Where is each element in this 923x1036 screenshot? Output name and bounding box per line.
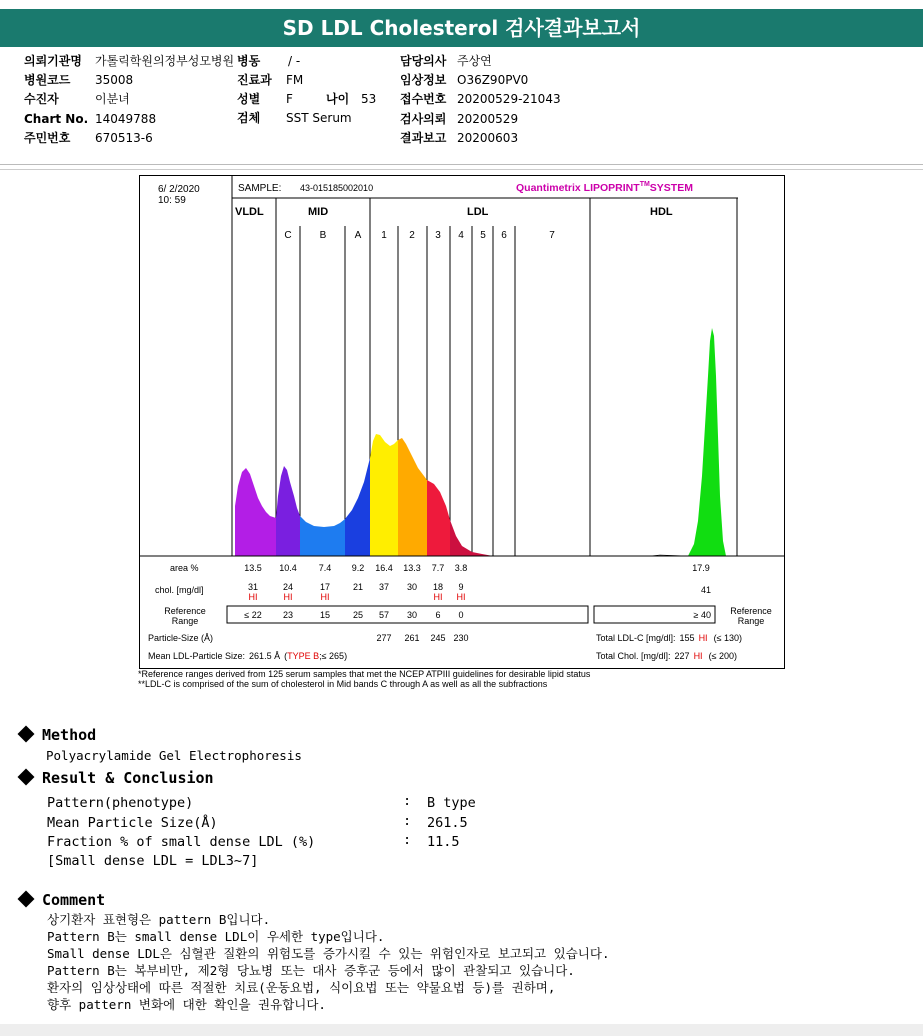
chol-value: 18 xyxy=(432,582,444,592)
area-label: area % xyxy=(170,563,199,573)
ref-range-word2: Range xyxy=(171,616,199,626)
receipt-label: 접수번호 xyxy=(400,92,447,106)
chol-value: 31 xyxy=(247,582,259,592)
band-1: 1 xyxy=(381,230,387,241)
rrn-value: 670513-6 xyxy=(95,131,153,145)
report-date-value: 20200603 xyxy=(457,131,519,145)
result-value-1: B type xyxy=(427,795,476,811)
mid-b-peak xyxy=(300,516,345,556)
band-4: 4 xyxy=(458,230,464,241)
method-text: Polyacrylamide Gel Electrophoresis xyxy=(46,748,302,763)
footnote-2: **LDL-C is comprised of the sum of cholesterol in Mid bands C through A as well as all the subfractions xyxy=(138,679,548,689)
comment-line-3: Small dense LDL은 심혈관 질환의 위험도를 증가시킬 수 있는 위험인자로 보고되고 있습니다. xyxy=(47,946,610,961)
doctor-value: 주상연 xyxy=(457,54,492,68)
particle-size-label: Particle-Size (Å) xyxy=(148,633,214,643)
total-chol-ref: ≤ 200 xyxy=(711,651,735,661)
hdl-ref-value: ≥ 40 xyxy=(693,610,711,620)
area-value: 10.4 xyxy=(279,563,297,573)
total-chol-label: Total Chol. [mg/dl]: xyxy=(596,651,671,661)
dept-label: 진료과 xyxy=(237,73,272,87)
lipoprint-report xyxy=(139,175,785,669)
area-value: 16.4 xyxy=(375,563,393,573)
chol-value: 21 xyxy=(352,582,364,592)
electropherogram xyxy=(235,328,726,556)
band-2: 2 xyxy=(409,230,415,241)
mean-ldl-size: Mean LDL-Particle Size: 261.5 Å (TYPE B;≤ 265) xyxy=(148,651,348,661)
diamond-bullet-icon xyxy=(18,769,35,786)
ref-value: 57 xyxy=(378,610,390,620)
result-colon-3: : xyxy=(403,832,412,848)
ref-value: ≤ 22 xyxy=(244,610,262,620)
particle-size-value: 277 xyxy=(376,633,392,643)
hdl-ref-label xyxy=(730,606,772,626)
institution-label: 의뢰기관명 xyxy=(24,54,82,68)
graph-time: 10: 59 xyxy=(158,195,186,206)
hdl-area: 17.9 xyxy=(692,563,710,573)
method-heading-text: Method xyxy=(42,726,97,744)
particle-size-value: 261 xyxy=(404,633,420,643)
result-colon-1: : xyxy=(403,793,412,809)
area-value: 13.3 xyxy=(403,563,421,573)
comment-line-6: 향후 pattern 변화에 대한 확인을 권유합니다. xyxy=(47,997,326,1012)
page-bottom-band xyxy=(0,1024,923,1036)
section-ldl: LDL xyxy=(467,206,489,218)
graph-date: 6/ 2/2020 xyxy=(158,184,200,195)
examinee-label: 수진자 xyxy=(24,92,59,106)
ref-value: 23 xyxy=(282,610,294,620)
chart-no-label: Chart No. xyxy=(24,112,89,126)
total-ldl-flag: HI xyxy=(698,633,708,643)
section-hdl: HDL xyxy=(650,206,673,218)
chol-value: 9 xyxy=(458,582,464,592)
sex-value: F xyxy=(286,92,293,106)
table-values xyxy=(244,563,468,643)
area-value: 9.2 xyxy=(351,563,365,573)
result-label-2: Mean Particle Size(Å) xyxy=(47,815,218,831)
band-5: 5 xyxy=(480,230,486,241)
total-chol-flag: HI xyxy=(693,651,703,661)
brand-suffix: SYSTEM xyxy=(649,182,693,194)
comment-line-2: Pattern B는 small dense LDL이 우세한 type입니다. xyxy=(47,929,385,944)
age-label: 나이 xyxy=(326,92,350,106)
result-label-1: Pattern(phenotype) xyxy=(47,795,194,811)
total-ldl-ref: ≤ 130 xyxy=(716,633,740,643)
band-b: B xyxy=(319,230,327,241)
request-value: 20200529 xyxy=(457,112,519,126)
mean-value: 261.5 Å xyxy=(249,651,281,661)
rrn-label: 주민번호 xyxy=(24,131,71,145)
comment-line-4: Pattern B는 복부비만, 제2형 당뇨병 또는 대사 증후군 등에서 많이 관찰되고 있습니다. xyxy=(47,963,575,978)
particle-size-value: 230 xyxy=(453,633,469,643)
hospital-code-value: 35008 xyxy=(95,73,134,87)
mean-type: TYPE B xyxy=(287,651,320,661)
hi-flag: HI xyxy=(320,592,330,602)
divider xyxy=(0,169,923,170)
band-a: A xyxy=(354,230,362,241)
mean-label: Mean LDL-Particle Size: xyxy=(148,651,246,661)
result-heading xyxy=(20,769,214,787)
comment-heading xyxy=(20,891,105,909)
request-label: 검사의뢰 xyxy=(400,112,447,126)
total-ldl-label: Total LDL-C [mg/dl]: xyxy=(596,633,676,643)
hdl-ref-word2: Range xyxy=(737,616,765,626)
report-title: SD LDL Cholesterol 검사결과보고서 xyxy=(0,9,923,47)
mean-ref: ≤ 265 xyxy=(321,651,345,661)
lipoprint-graph xyxy=(140,176,784,668)
area-value: 7.7 xyxy=(431,563,445,573)
ref-value: 0 xyxy=(458,610,464,620)
ref-range-word1: Reference xyxy=(164,606,206,616)
comment-heading-text: Comment xyxy=(42,891,106,909)
chol-value: 17 xyxy=(319,582,331,592)
sample-id: 43-015185002010 xyxy=(300,183,374,193)
brand-logo xyxy=(516,181,693,194)
chol-value: 30 xyxy=(406,582,418,592)
doctor-label: 담당의사 xyxy=(400,54,447,68)
comment-line-5: 환자의 임상상태에 따른 적절한 치료(운동요법, 식이요법 또는 약물요법 등)를 권하며, xyxy=(47,980,556,995)
result-label-3: Fraction % of small dense LDL (%) xyxy=(47,834,316,850)
total-chol: Total Chol. [mg/dl]: 227 HI (≤ 200) xyxy=(596,651,738,661)
result-colon-2: : xyxy=(403,813,412,829)
vldl-peak xyxy=(235,468,276,556)
ldl1-peak xyxy=(370,434,398,556)
ref-value: 15 xyxy=(319,610,331,620)
band-c: C xyxy=(284,230,292,241)
ref-value: 6 xyxy=(435,610,441,620)
clinical-value: O36Z90PV0 xyxy=(457,73,529,87)
ref-value: 25 xyxy=(352,610,364,620)
brand-name: Quantimetrix LIPOPRINT xyxy=(516,182,640,194)
section-vldl: VLDL xyxy=(235,206,264,218)
particle-size-value: 245 xyxy=(430,633,446,643)
ref-value: 30 xyxy=(406,610,418,620)
ldl3-peak xyxy=(427,480,450,556)
hi-flag: HI xyxy=(283,592,293,602)
total-ldl-value: 155 xyxy=(679,633,695,643)
institution-value: 가톨릭학원의정부성모병원 xyxy=(95,54,235,68)
section-mid: MID xyxy=(308,206,329,218)
chol-value: 24 xyxy=(282,582,294,592)
hdl-peak xyxy=(688,328,726,556)
result-note: [Small dense LDL = LDL3~7] xyxy=(47,853,259,869)
area-value: 7.4 xyxy=(318,563,332,573)
sample-label: SAMPLE: xyxy=(238,183,282,194)
patient-info xyxy=(0,52,923,152)
mid-c-peak xyxy=(276,466,300,556)
brand-tm: TM xyxy=(639,181,650,188)
band-7: 7 xyxy=(549,230,555,241)
dept-value: FM xyxy=(286,73,304,87)
hi-flag: HI xyxy=(456,592,466,602)
clinical-label: 임상정보 xyxy=(400,73,447,87)
method-heading xyxy=(20,726,96,744)
area-value: 3.8 xyxy=(454,563,468,573)
ldl2-peak xyxy=(398,438,427,556)
hdl-ref-word1: Reference xyxy=(730,606,772,616)
area-value: 13.5 xyxy=(244,563,262,573)
chart-no-value: 14049788 xyxy=(95,112,157,126)
specimen-value: SST Serum xyxy=(286,111,352,125)
result-heading-text: Result & Conclusion xyxy=(42,769,214,787)
total-ldl: Total LDL-C [mg/dl]: 155 HI (≤ 130) xyxy=(596,633,743,643)
age-value: 53 xyxy=(361,92,377,106)
diamond-bullet-icon xyxy=(18,891,35,908)
divider xyxy=(0,164,923,165)
receipt-value: 20200529-21043 xyxy=(457,92,561,106)
total-chol-value: 227 xyxy=(674,651,690,661)
diamond-bullet-icon xyxy=(18,726,35,743)
report-date-label: 결과보고 xyxy=(400,131,447,145)
chol-value: 37 xyxy=(378,582,390,592)
hi-flag: HI xyxy=(248,592,258,602)
comment-line-1: 상기환자 표현형은 pattern B입니다. xyxy=(47,912,271,927)
ref-range-label xyxy=(164,606,206,626)
result-value-2: 261.5 xyxy=(427,815,468,831)
sex-label: 성별 xyxy=(237,92,261,106)
mid-a-peak xyxy=(345,458,370,556)
hospital-code-label: 병원코드 xyxy=(24,73,71,87)
band-3: 3 xyxy=(435,230,441,241)
hdl-chol: 41 xyxy=(700,585,712,595)
hi-flag: HI xyxy=(433,592,443,602)
ward-value: / - xyxy=(288,54,301,68)
result-value-3: 11.5 xyxy=(427,834,460,850)
chol-label: chol. [mg/dl] xyxy=(155,585,204,595)
specimen-label: 검체 xyxy=(237,111,261,125)
ward-label: 병동 xyxy=(237,54,261,68)
footnote-1: *Reference ranges derived from 125 serum samples that met the NCEP ATPIII guidelines for desirable lipid status xyxy=(138,669,591,679)
examinee-value: 이분녀 xyxy=(95,92,130,106)
band-6: 6 xyxy=(501,230,507,241)
